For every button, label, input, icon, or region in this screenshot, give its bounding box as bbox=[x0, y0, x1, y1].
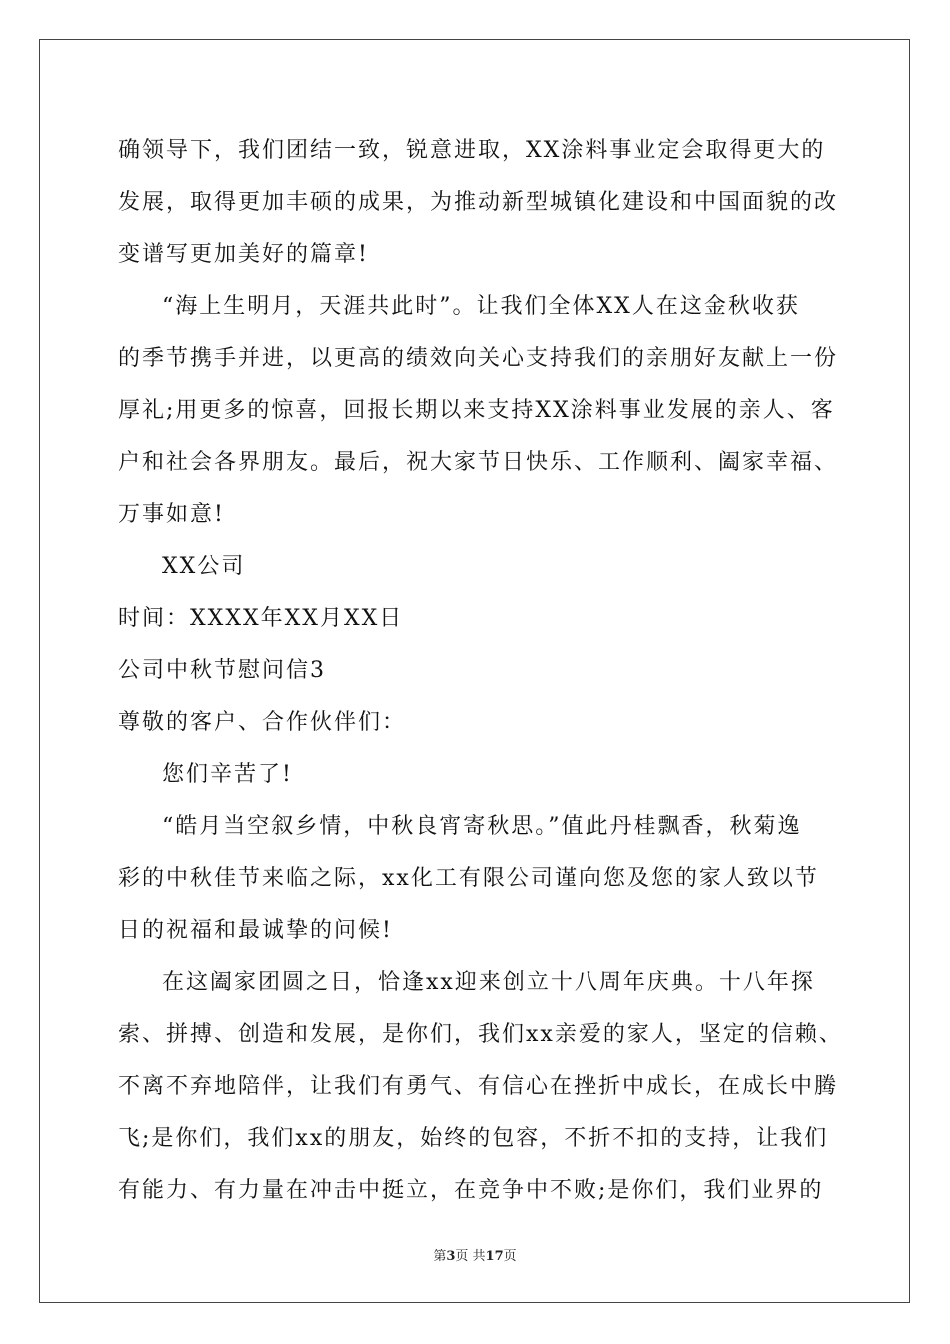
text-line: 彩的中秋佳节来临之际，xx化工有限公司谨向您及您的家人致以节 bbox=[118, 866, 819, 891]
text-line: 变谱写更加美好的篇章! bbox=[118, 242, 369, 267]
signature-company: XX公司 bbox=[162, 554, 246, 579]
text-line: 日的祝福和最诚挚的问候! bbox=[118, 918, 393, 943]
text-line: 确领导下，我们团结一致，锐意进取，XX涂料事业定会取得更大的 bbox=[118, 138, 826, 163]
greeting: 您们辛苦了! bbox=[162, 762, 293, 787]
text-line: 的季节携手并进，以更高的绩效向关心支持我们的亲朋好友献上一份 bbox=[118, 346, 839, 371]
text-line: 厚礼;用更多的惊喜，回报长期以来支持XX涂料事业发展的亲人、客 bbox=[118, 398, 835, 423]
paragraph-start: 在这阖家团圆之日，恰逢xx迎来创立十八周年庆典。十八年探 bbox=[162, 970, 815, 995]
page-footer bbox=[0, 1245, 950, 1264]
text-line: 飞;是你们，我们xx的朋友，始终的包容，不折不扣的支持，让我们 bbox=[118, 1126, 829, 1151]
text-line: 有能力、有力量在冲击中挺立，在竞争中不败;是你们，我们业界的 bbox=[118, 1178, 824, 1203]
text-line: 发展，取得更加丰硕的成果，为推动新型城镇化建设和中国面貌的改 bbox=[118, 190, 839, 215]
text-line: 万事如意! bbox=[118, 502, 225, 527]
signature-date: 时间：XXXX年XX月XX日 bbox=[118, 606, 404, 631]
text-line: 不离不弃地陪伴，让我们有勇气、有信心在挫折中成长，在成长中腾 bbox=[118, 1074, 839, 1099]
page-label-mid: 页 共 bbox=[455, 1249, 486, 1264]
page-label-prefix: 第 bbox=[433, 1249, 447, 1264]
page-current: 3 bbox=[446, 1249, 456, 1264]
salutation: 尊敬的客户、合作伙伴们： bbox=[118, 710, 407, 735]
paragraph-start: “皓月当空叙乡情，中秋良宵寄秋思。”值此丹桂飘香，秋菊逸 bbox=[162, 814, 802, 839]
document-body bbox=[118, 131, 843, 1223]
section-title: 公司中秋节慰问信3 bbox=[118, 658, 326, 683]
page-total: 17 bbox=[485, 1249, 504, 1264]
page-label-suffix: 页 bbox=[503, 1249, 517, 1264]
text-line: 户和社会各界朋友。最后，祝大家节日快乐、工作顺利、阖家幸福、 bbox=[118, 450, 839, 475]
text-line: 索、拼搏、创造和发展，是你们，我们xx亲爱的家人，坚定的信赖、 bbox=[118, 1022, 843, 1047]
paragraph-start: “海上生明月，天涯共此时”。让我们全体XX人在这金秋收获 bbox=[162, 294, 800, 319]
